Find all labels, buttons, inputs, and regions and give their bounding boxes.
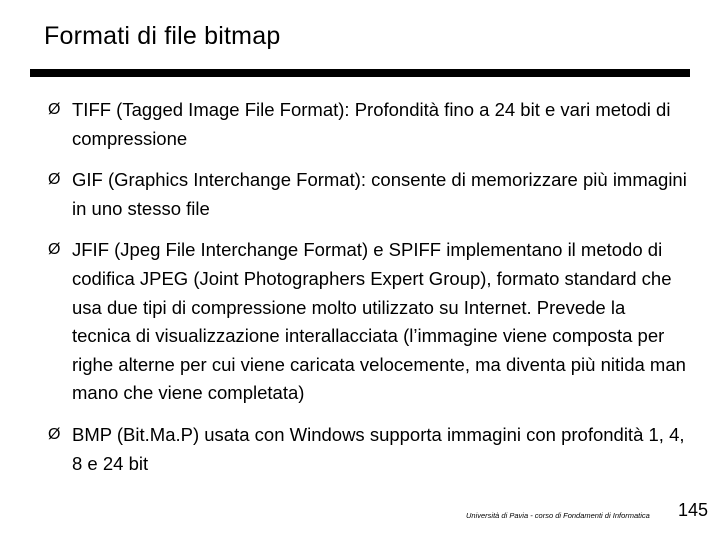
bullet-item <box>48 166 688 223</box>
footer-text: Università di Pavia - corso di Fondamenti di Informatica <box>466 511 650 520</box>
bullet-text: BMP (Bit.Ma.P) usata con Windows supporta immagini con profondità 1, 4, 8 e 24 bit <box>72 423 685 474</box>
bullet-text: TIFF (Tagged Image File Format): Profondità fino a 24 bit e vari metodi di compressione <box>72 99 671 149</box>
slide-title: Formati di file bitmap <box>44 22 281 50</box>
arrow-bullet-icon: Ø <box>48 241 61 259</box>
arrow-bullet-icon: Ø <box>48 425 61 443</box>
bullet-item <box>48 96 688 153</box>
page-number: 145 <box>678 500 709 520</box>
title-divider <box>30 69 690 77</box>
bullet-item <box>48 421 688 478</box>
bullet-text: GIF (Graphics Interchange Format): consente di memorizzare più immagini in uno stesso file <box>72 169 687 219</box>
arrow-bullet-icon: Ø <box>48 171 61 189</box>
arrow-bullet-icon: Ø <box>48 101 61 118</box>
bullet-item <box>48 236 688 408</box>
bullet-text: JFIF (Jpeg File Interchange Format) e SPIFF implementano il metodo di codifica JPEG (Joint Photographers Expert Group), formato standard che usa due tipi di compressione molto utilizzato su Internet. Prevede la tecnica di visualizzazione interallacciata (l’immagine viene composta per righe alterne per cui viene caricata velocemente, ma diventa più nitida man mano che viene completata) <box>72 239 686 404</box>
bullet-list <box>48 96 688 491</box>
